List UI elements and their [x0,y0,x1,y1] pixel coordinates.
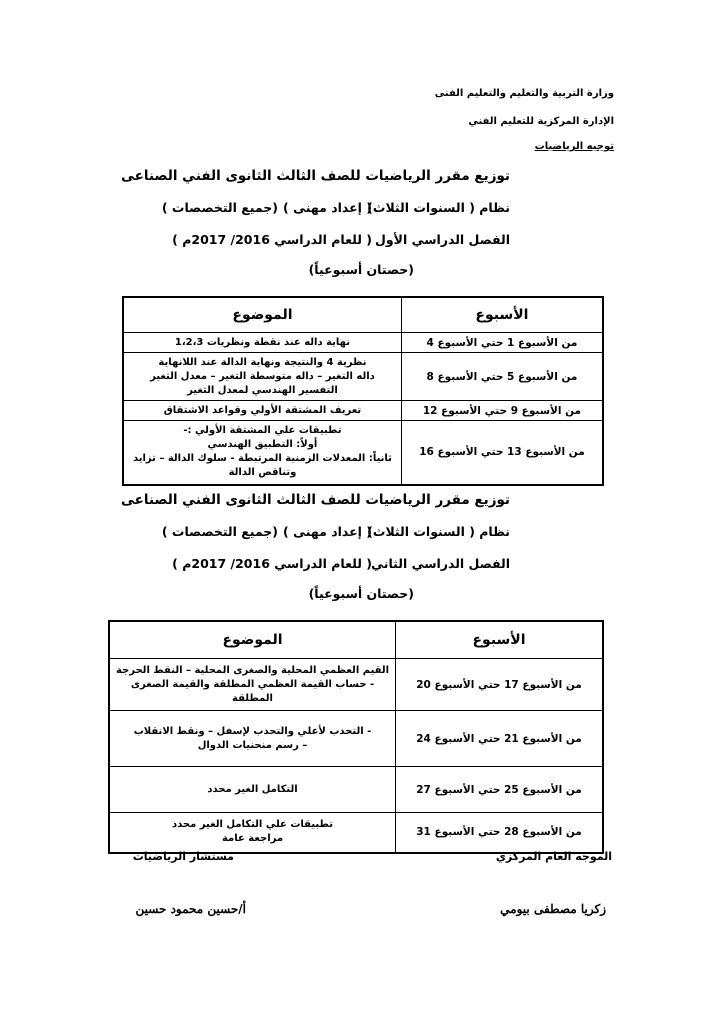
table-row [123,333,603,353]
topic-line: وتناقص الدالة [228,467,297,479]
term2-year: ( للعام الدراسي 2016/ 2017م ) [172,556,372,571]
term2-prep: ( إعداد مهنى ) [283,524,372,539]
table-header-row [123,297,603,333]
ministry-name: وزارة التربية والتعليم والتعليم الفنى [434,88,614,99]
advisor-title: مستشار الرياضيات [132,850,234,863]
topic-column-header: الموضوع [109,621,396,659]
week-cell: من الأسبوع 5 حتي الأسبوع 8 [401,353,603,401]
general-supervisor-title: الموجه العام المركزي [495,850,612,863]
term2-periods: (حصتان أسبوعياً) [308,586,414,601]
term2-semester: الفصل الدراسي الثاني [371,556,510,571]
term1-prep: ( إعداد مهنى ) [283,200,372,215]
general-supervisor-name: زكريا مصطفى بيومي [500,902,606,916]
term2-specialties: (جميع التخصصات ) [161,524,278,539]
term2-schedule-table [108,620,604,854]
term2-system: نظام ( السنوات الثلاث) [367,524,510,539]
topic-cell [109,659,396,711]
week-column-header: الأسبوع [401,297,603,333]
topic-line: نهاية داله عند نقطة ونظريات 1،2،3 [174,336,351,348]
topic-line: التفسير الهندسي لمعدل التغير [187,384,338,396]
topic-line: – رسم منحنيات الدوال [197,739,308,751]
term1-specialties: (جميع التخصصات ) [161,200,278,215]
week-cell: من الأسبوع 28 حتي الأسبوع 31 [396,813,603,853]
term1-title: توزيع مقرر الرياضيات للصف الثالث الثانوى الفني الصناعى [121,168,510,184]
week-cell: من الأسبوع 21 حتي الأسبوع 24 [396,711,603,767]
topic-line: تطبيقات علي المشتقة الأولي :- [183,425,342,437]
week-cell: من الأسبوع 9 حتي الأسبوع 12 [401,401,603,421]
topic-line: - التحدب لأعلي والتحدب لإسفل – ونقط الانقلاب [133,725,372,737]
term1-periods: (حصتان أسبوعياً) [308,262,414,277]
topic-line: نظرية 4 والنتيجة ونهاية الدالة عند اللانهاية [158,356,367,368]
term1-schedule-table [122,296,604,486]
topic-cell [123,421,401,485]
table-row [123,421,603,485]
topic-line: تعريف المشتقة الأولي وقواعد الاشتقاق [163,404,362,416]
term1-system: نظام ( السنوات الثلاث) [367,200,510,215]
topic-line: مراجعة عامة [221,833,284,845]
table-row [123,353,603,401]
table-row [109,711,603,767]
topic-cell [109,711,396,767]
week-cell: من الأسبوع 13 حتي الأسبوع 16 [401,421,603,485]
week-cell: من الأسبوع 1 حتي الأسبوع 4 [401,333,603,353]
topic-line: القيم العظمي المحلية والصغرى المحلية – النقط الحرجة [115,664,390,676]
topic-cell [109,813,396,853]
week-cell: من الأسبوع 25 حتي الأسبوع 27 [396,767,603,813]
table-row [109,659,603,711]
table-row [123,401,603,421]
table-row [109,767,603,813]
topic-cell [123,333,401,353]
topic-line: - حساب القيمة العظمي المطلقة والقيمة الصغرى المطلقة [130,678,375,704]
math-guidance-name: توجيه الرياضيات [534,141,614,152]
topic-line: داله التغير – داله متوسطة التغير – معدل التغير [150,370,375,382]
topic-cell [109,767,396,813]
week-column-header: الأسبوع [396,621,603,659]
topic-line: تطبيقات علي التكامل الغير محدد [172,819,334,831]
topic-line: أولاً: التطبيق الهندسي [207,439,318,451]
topic-column-header: الموضوع [123,297,401,333]
topic-cell [123,401,401,421]
term1-semester: الفصل الدراسي الأول [375,232,510,247]
term1-year: ( للعام الدراسي 2016/ 2017م ) [172,232,372,247]
advisor-name: أ/حسين محمود حسين [135,902,246,916]
week-cell: من الأسبوع 17 حتي الأسبوع 20 [396,659,603,711]
central-admin-name: الإدارة المركزية للتعليم الفني [468,116,614,127]
topic-line: التكامل الغير محدد [207,783,298,795]
table-row [109,813,603,853]
term2-title: توزيع مقرر الرياضيات للصف الثالث الثانوى الفني الصناعى [121,492,510,508]
table-header-row [109,621,603,659]
topic-line: ثانياً: المعدلات الزمنية المرتبطة - سلوك الدالة – تزايد [132,453,392,465]
topic-cell [123,353,401,401]
